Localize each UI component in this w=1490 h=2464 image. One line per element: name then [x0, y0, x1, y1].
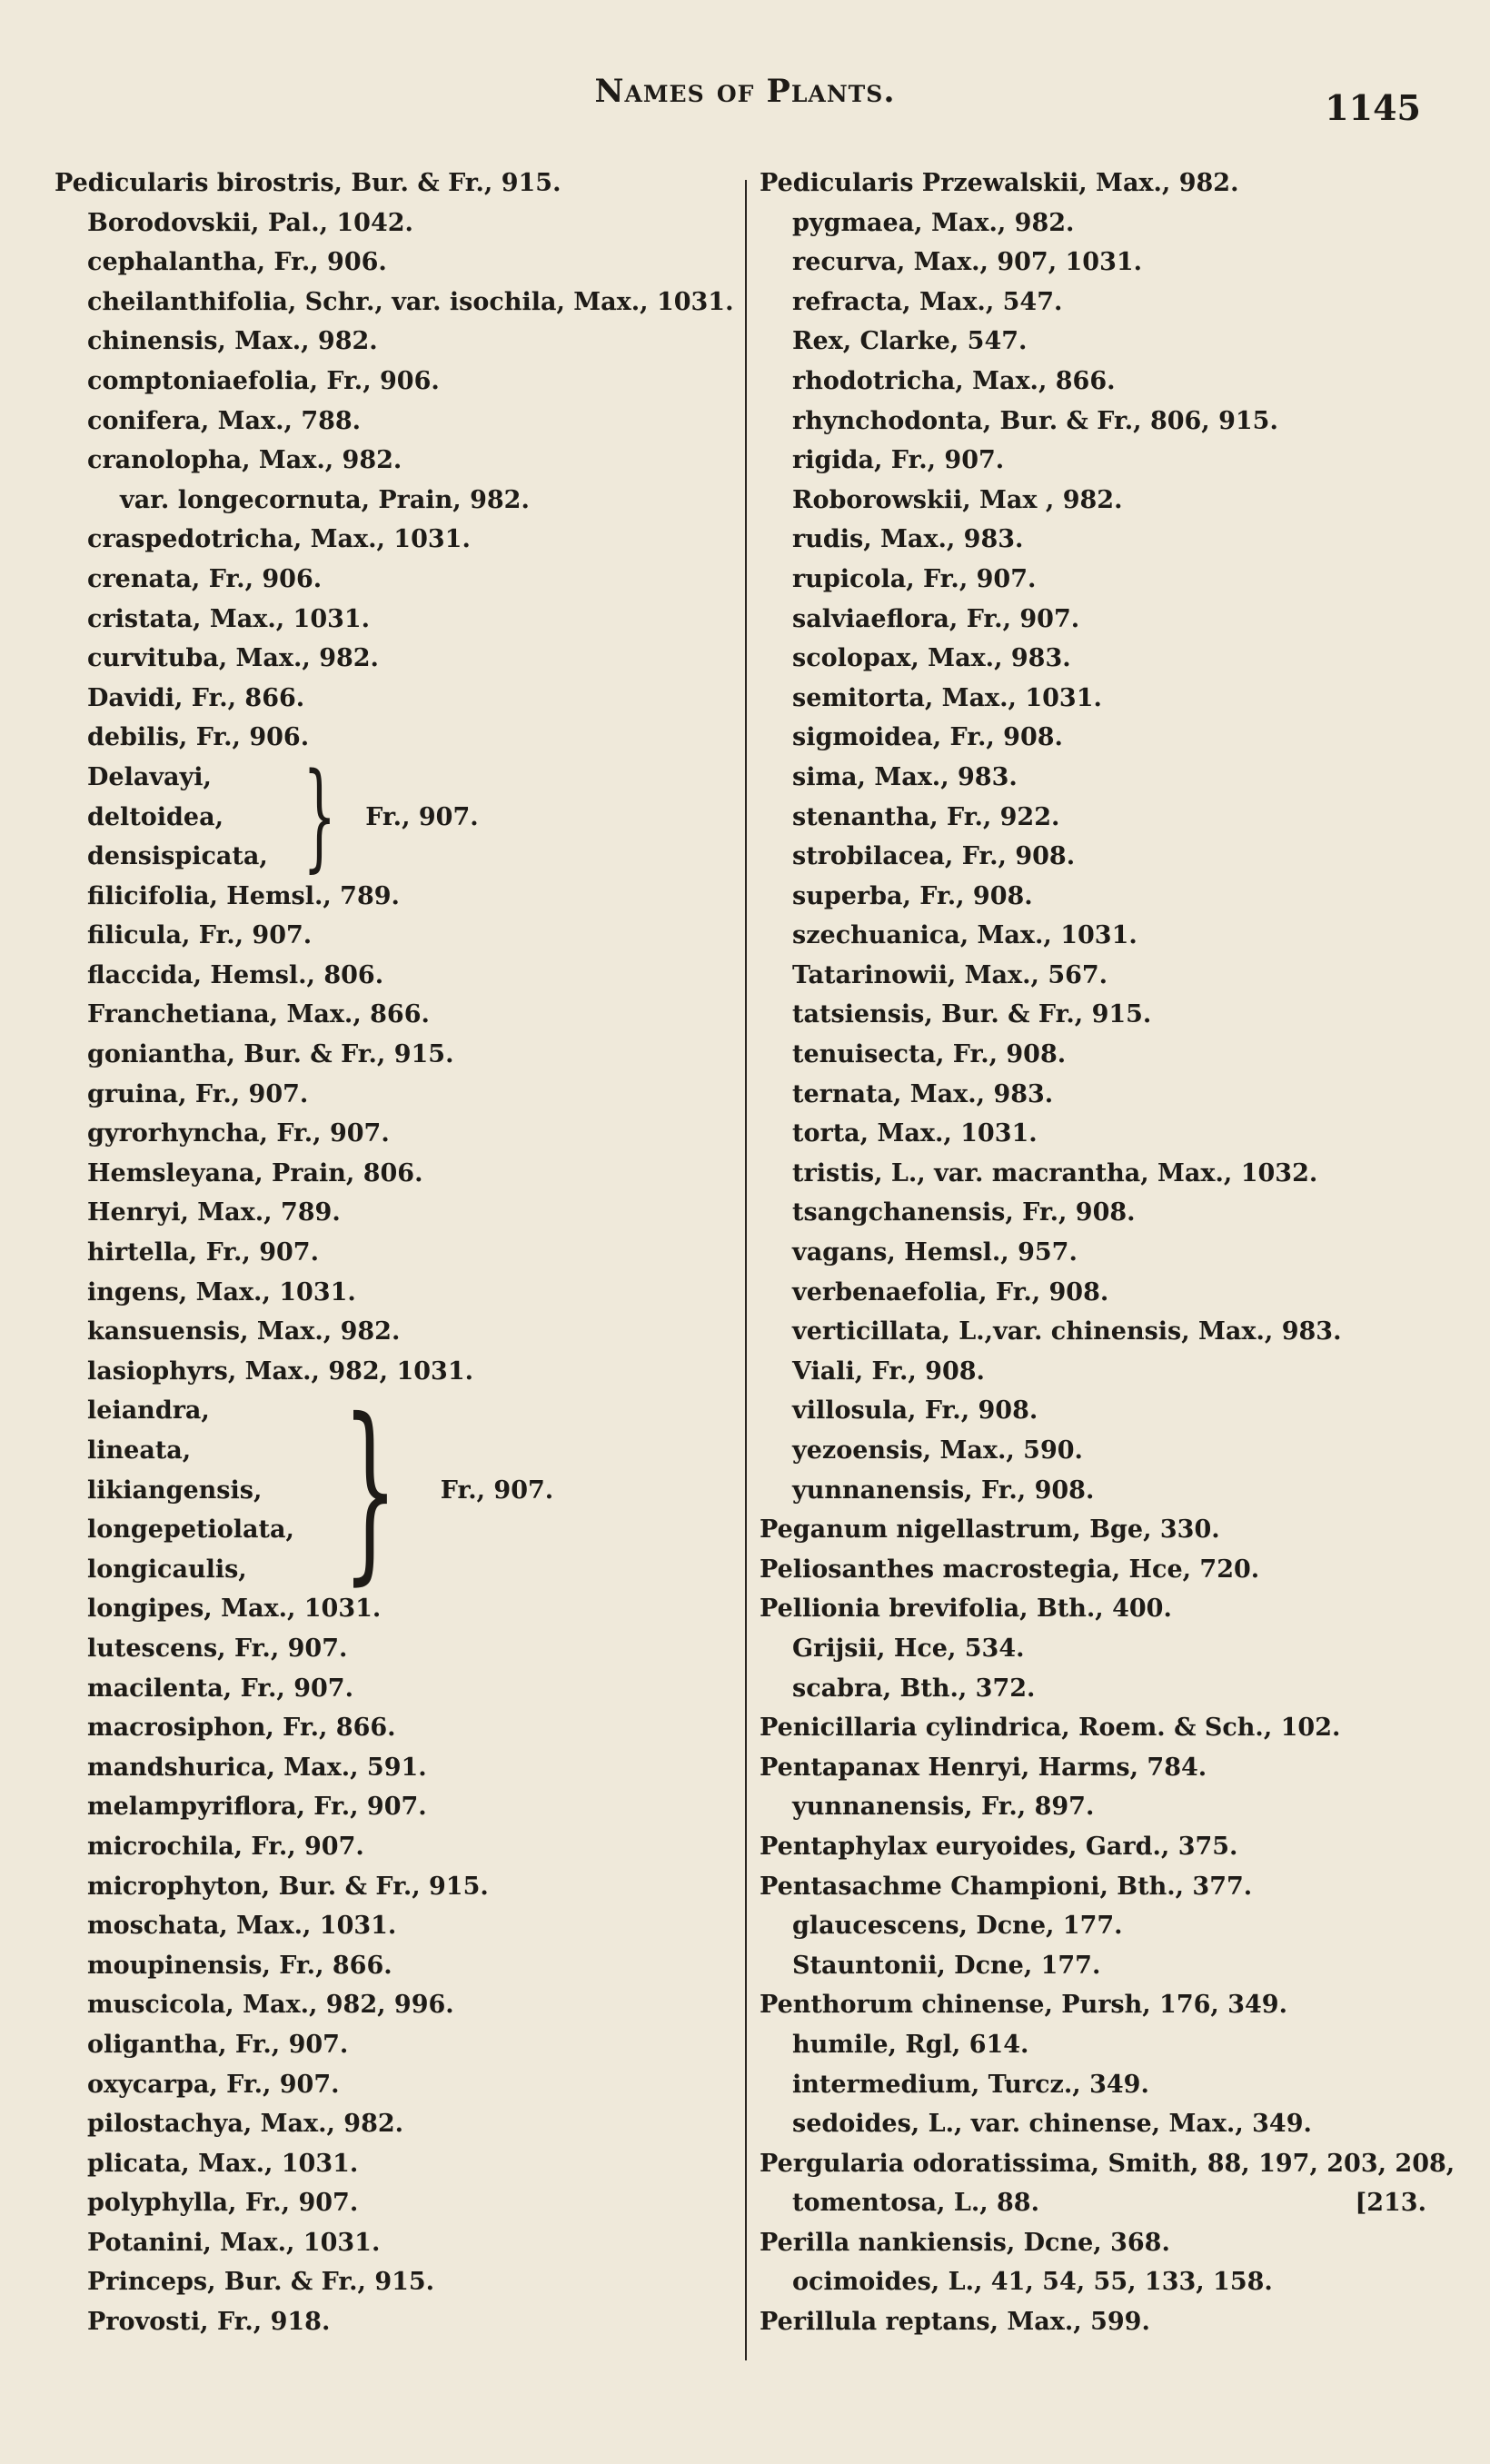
- entry-text: Perillula reptans, Max., 599.: [760, 2308, 1150, 2337]
- entry-text: gruina, Fr., 907.: [87, 1079, 309, 1108]
- page-number: 1145: [1325, 87, 1421, 128]
- index-entry-genus: [760, 1985, 1432, 2025]
- index-entry: [55, 2025, 736, 2065]
- entry-text: longipes, Max., 1031.: [87, 1595, 382, 1624]
- index-entry: [760, 1075, 1432, 1115]
- index-entry: [55, 520, 736, 560]
- entry-text: rigida, Fr., 907.: [792, 446, 1005, 475]
- entry-text: cephalantha, Fr., 906.: [87, 248, 387, 277]
- entry-text: tsangchanensis, Fr., 908.: [792, 1198, 1136, 1227]
- index-entry: [760, 2183, 1432, 2223]
- entry-text: Hemsleyana, Prain, 806.: [87, 1158, 423, 1187]
- curly-brace-icon: }: [303, 749, 336, 885]
- index-entry: [760, 758, 1432, 798]
- entry-text: szechuanica, Max., 1031.: [792, 921, 1137, 950]
- entry-text: vagans, Hemsl., 957.: [792, 1238, 1078, 1267]
- group-reference: Fr., 907.: [440, 1475, 554, 1505]
- entry-text: Pentaphylax euryoides, Gard., 375.: [760, 1832, 1238, 1861]
- entry-text: hirtella, Fr., 907.: [87, 1238, 319, 1267]
- entry-text: muscicola, Max., 982, 996.: [87, 1991, 454, 2020]
- entry-text: lutescens, Fr., 907.: [87, 1634, 348, 1663]
- entry-text: gyrorhyncha, Fr., 907.: [87, 1119, 390, 1148]
- entry-text: ingens, Max., 1031.: [87, 1277, 356, 1307]
- index-entry: [55, 1589, 736, 1629]
- entry-text: macilenta, Fr., 907.: [87, 1674, 353, 1703]
- entry-text: pilostachya, Max., 982.: [87, 2110, 404, 2139]
- entry-text: chinensis, Max., 982.: [87, 327, 378, 356]
- index-entry: deltoidea,: [87, 802, 224, 831]
- index-entry: [55, 1114, 736, 1154]
- index-entry: [55, 1867, 736, 1907]
- index-entry: [760, 1946, 1432, 1986]
- entry-text: verbenaefolia, Fr., 908.: [792, 1277, 1109, 1307]
- index-entry: leiandra,: [87, 1396, 210, 1426]
- entry-text: tenuisecta, Fr., 908.: [792, 1040, 1067, 1069]
- index-entry-genus: [55, 164, 736, 204]
- entry-text: Borodovskii, Pal., 1042.: [87, 208, 413, 237]
- index-entry: [55, 718, 736, 758]
- entry-text: Pergularia odoratissima, Smith, 88, 197, 203, 208,: [760, 2149, 1455, 2178]
- entry-text: Pentapanax Henryi, Harms, 784.: [760, 1753, 1207, 1782]
- index-entry: [760, 1471, 1432, 1511]
- index-entry: [760, 2025, 1432, 2065]
- entry-text: Pentasachme Championi, Bth., 377.: [760, 1872, 1253, 1901]
- index-entry: [760, 283, 1432, 323]
- entry-text: mandshurica, Max., 591.: [87, 1753, 427, 1782]
- index-entry: lineata,: [87, 1436, 192, 1465]
- entry-text: tristis, L., var. macrantha, Max., 1032.: [792, 1158, 1318, 1187]
- index-entry: [55, 1669, 736, 1709]
- entry-text: craspedotricha, Max., 1031.: [87, 525, 471, 554]
- index-entry: [55, 1787, 736, 1827]
- entry-text: rupicola, Fr., 907.: [792, 564, 1037, 593]
- index-entry: [760, 1787, 1432, 1827]
- index-entry: [55, 1312, 736, 1352]
- index-entry: [760, 798, 1432, 838]
- entry-text: yezoensis, Max., 590.: [792, 1436, 1083, 1465]
- index-entry: [55, 243, 736, 283]
- index-entry: [760, 1431, 1432, 1471]
- index-entry: [760, 877, 1432, 917]
- entry-text: semitorta, Max., 1031.: [792, 683, 1102, 712]
- entry-text: comptoniaefolia, Fr., 906.: [87, 366, 440, 395]
- entry-text: strobilacea, Fr., 908.: [792, 842, 1076, 871]
- entry-text: moschata, Max., 1031.: [87, 1912, 397, 1941]
- index-entry: [760, 1114, 1432, 1154]
- entry-text: salviaeflora, Fr., 907.: [792, 604, 1080, 633]
- index-entry: [55, 2144, 736, 2184]
- right-column: [760, 164, 1455, 2342]
- index-entry: [55, 1154, 736, 1194]
- entry-text: pygmaea, Max., 982.: [792, 208, 1075, 237]
- index-entry: [760, 1193, 1432, 1233]
- entry-text: goniantha, Bur. & Fr., 915.: [87, 1040, 454, 1069]
- entry-text: oligantha, Fr., 907.: [87, 2030, 349, 2059]
- entry-text: Penicillaria cylindrica, Roem. & Sch., 102.: [760, 1714, 1341, 1743]
- index-entry: [760, 1669, 1432, 1709]
- index-entry: [55, 2223, 736, 2263]
- bracket-group: [55, 749, 736, 885]
- entry-text: stenantha, Fr., 922.: [792, 802, 1060, 831]
- entry-text: moupinensis, Fr., 866.: [87, 1951, 392, 1980]
- index-entry: [760, 1233, 1432, 1273]
- index-entry: [55, 560, 736, 600]
- index-entry: [55, 995, 736, 1035]
- entry-text: microphyton, Bur. & Fr., 915.: [87, 1872, 489, 1901]
- index-entry: likiangensis,: [87, 1475, 263, 1505]
- index-entry: [55, 1629, 736, 1669]
- index-entry: [760, 600, 1432, 640]
- entry-text: tatsiensis, Bur. & Fr., 915.: [792, 1000, 1152, 1029]
- entry-text: rhodotricha, Max., 866.: [792, 366, 1116, 395]
- entry-text: rudis, Max., 983.: [792, 525, 1024, 554]
- entry-text: sedoides, L., var. chinense, Max., 349.: [792, 2110, 1312, 2139]
- index-entry: [760, 481, 1432, 521]
- index-entry: [55, 1075, 736, 1115]
- left-column: [55, 164, 736, 2342]
- index-entry: [760, 204, 1432, 243]
- index-entry: [55, 1035, 736, 1075]
- index-entry: [760, 1154, 1432, 1194]
- entry-text: sima, Max., 983.: [792, 762, 1018, 791]
- index-entry: [760, 243, 1432, 283]
- entry-text: Rex, Clarke, 547.: [792, 327, 1028, 356]
- index-entry-genus: [760, 1867, 1432, 1907]
- entry-text: oxycarpa, Fr., 907.: [87, 2070, 340, 2099]
- index-entry: [760, 956, 1432, 996]
- entry-text: conifera, Max., 788.: [87, 406, 362, 435]
- entry-text: microchila, Fr., 907.: [87, 1832, 364, 1861]
- entry-text: villosula, Fr., 908.: [792, 1396, 1038, 1426]
- running-title: Names of Plants.: [594, 73, 896, 110]
- index-entry-genus: [760, 1550, 1432, 1590]
- entry-text: Princeps, Bur. & Fr., 915.: [87, 2268, 435, 2297]
- index-entry: [760, 1906, 1432, 1946]
- entry-text: polyphylla, Fr., 907.: [87, 2189, 359, 2218]
- entry-text: yunnanensis, Fr., 897.: [792, 1793, 1095, 1822]
- index-entry: [55, 481, 736, 521]
- index-entry: [760, 1391, 1432, 1431]
- entry-text: Potanini, Max., 1031.: [87, 2228, 381, 2257]
- curly-brace-icon: }: [342, 1377, 398, 1603]
- index-entry: [760, 1035, 1432, 1075]
- index-entry: [55, 2262, 736, 2302]
- continuation-marker: [213.: [1355, 2189, 1426, 2218]
- index-entry: [760, 679, 1432, 719]
- index-entry: [55, 916, 736, 956]
- index-entry-genus: [760, 1708, 1432, 1748]
- index-entry: [55, 1827, 736, 1867]
- index-entry-genus: [760, 1748, 1432, 1788]
- entry-text: tomentosa, L., 88.: [792, 2189, 1039, 2218]
- index-entry: [55, 1946, 736, 1986]
- entry-text: Henryi, Max., 789.: [87, 1198, 341, 1227]
- index-entry-genus: [760, 2144, 1455, 2184]
- index-entry: [760, 2104, 1432, 2144]
- entry-text: rhynchodonta, Bur. & Fr., 806, 915.: [792, 406, 1278, 435]
- entry-text: macrosiphon, Fr., 866.: [87, 1714, 396, 1743]
- entry-text: Tatarinowii, Max., 567.: [792, 960, 1108, 989]
- index-entry: [55, 322, 736, 362]
- entry-text: Davidi, Fr., 866.: [87, 683, 305, 712]
- index-entry: [55, 2183, 736, 2223]
- index-entry: [760, 639, 1432, 679]
- index-entry: [760, 2065, 1432, 2105]
- entry-text: curvituba, Max., 982.: [87, 644, 379, 673]
- index-entry: [55, 1906, 736, 1946]
- entry-text: Provosti, Fr., 918.: [87, 2308, 331, 2337]
- entry-text: cranolopha, Max., 982.: [87, 446, 402, 475]
- entry-text: torta, Max., 1031.: [792, 1119, 1038, 1148]
- entry-text: Pedicularis birostris, Bur. & Fr., 915.: [55, 169, 561, 197]
- index-entry: [55, 283, 736, 323]
- index-entry: [55, 1193, 736, 1233]
- index-entry: [55, 1708, 736, 1748]
- index-entry: [760, 995, 1432, 1035]
- index-entry: [760, 362, 1432, 402]
- index-entry: [760, 520, 1432, 560]
- entry-text: humile, Rgl, 614.: [792, 2030, 1029, 2059]
- index-entry: [760, 441, 1432, 481]
- index-entry: [760, 916, 1432, 956]
- entry-text: melampyriflora, Fr., 907.: [87, 1793, 427, 1822]
- entry-text: debilis, Fr., 906.: [87, 723, 310, 752]
- index-entry: [760, 1312, 1432, 1352]
- index-entry: longicaulis,: [87, 1555, 247, 1584]
- index-entry: [760, 837, 1432, 877]
- index-entry: [55, 362, 736, 402]
- entry-text: Perilla nankiensis, Dcne, 368.: [760, 2228, 1170, 2257]
- entry-text: Peganum nigellastrum, Bge, 330.: [760, 1515, 1220, 1545]
- entry-text: Viali, Fr., 908.: [792, 1356, 985, 1386]
- index-entry-genus: [760, 2302, 1432, 2342]
- column-divider: [745, 180, 747, 2360]
- entry-text: ternata, Max., 983.: [792, 1079, 1054, 1108]
- bracket-group: [55, 1377, 736, 1603]
- entry-text: cheilanthifolia, Schr., var. isochila, Max., 1031.: [87, 287, 734, 316]
- index-entry: [55, 600, 736, 640]
- entry-text: Grijsii, Hce, 534.: [792, 1634, 1025, 1663]
- entry-text: intermedium, Turcz., 349.: [792, 2070, 1149, 2099]
- entry-text: Franchetiana, Max., 866.: [87, 1000, 430, 1029]
- entry-text: refracta, Max., 547.: [792, 287, 1063, 316]
- entry-text: Penthorum chinense, Pursh, 176, 349.: [760, 1991, 1287, 2020]
- index-entry: [760, 2262, 1432, 2302]
- index-entry: [55, 877, 736, 917]
- entry-text: Roborowskii, Max , 982.: [792, 485, 1123, 514]
- index-entry: longepetiolata,: [87, 1515, 294, 1545]
- index-entry: [760, 718, 1432, 758]
- index-entry: [760, 322, 1432, 362]
- entry-text: Peliosanthes macrostegia, Hce, 720.: [760, 1555, 1260, 1584]
- index-entry: [55, 2302, 736, 2342]
- index-entry: Delavayi,: [87, 762, 212, 791]
- entry-text: yunnanensis, Fr., 908.: [792, 1475, 1095, 1505]
- entry-text: ocimoides, L., 41, 54, 55, 133, 158.: [792, 2268, 1273, 2297]
- index-entry: [55, 1273, 736, 1313]
- index-entry: [55, 441, 736, 481]
- entry-text: scabra, Bth., 372.: [792, 1674, 1036, 1703]
- index-entry-genus: [760, 1589, 1432, 1629]
- entry-text: cristata, Max., 1031.: [87, 604, 371, 633]
- index-entry: [760, 1629, 1432, 1669]
- entry-text: Stauntonii, Dcne, 177.: [792, 1951, 1101, 1980]
- group-reference: Fr., 907.: [365, 802, 479, 831]
- entry-text: sigmoidea, Fr., 908.: [792, 723, 1063, 752]
- index-entry: densispicata,: [87, 842, 268, 871]
- entry-text: crenata, Fr., 906.: [87, 564, 323, 593]
- index-entry: [55, 2065, 736, 2105]
- index-entry: [55, 1748, 736, 1788]
- index-entry: [55, 2104, 736, 2144]
- index-entry-genus: [760, 164, 1432, 204]
- entry-text: Pellionia brevifolia, Bth., 400.: [760, 1595, 1172, 1624]
- index-entry: [760, 1352, 1432, 1392]
- entry-text: recurva, Max., 907, 1031.: [792, 248, 1143, 277]
- entry-text: lasiophyrs, Max., 982, 1031.: [87, 1356, 474, 1386]
- entry-text: verticillata, L.,var. chinensis, Max., 983.: [792, 1317, 1342, 1346]
- entry-text: glaucescens, Dcne, 177.: [792, 1912, 1123, 1941]
- entry-text: flaccida, Hemsl., 806.: [87, 960, 384, 989]
- index-entry: [55, 204, 736, 243]
- index-entry: [55, 956, 736, 996]
- index-entry-genus: [760, 2223, 1432, 2263]
- index-entry: [55, 639, 736, 679]
- index-entry: [55, 679, 736, 719]
- index-entry: [55, 1233, 736, 1273]
- entry-text: filicifolia, Hemsl., 789.: [87, 881, 400, 910]
- index-entry: [760, 1273, 1432, 1313]
- entry-text: superba, Fr., 908.: [792, 881, 1033, 910]
- entry-text: scolopax, Max., 983.: [792, 644, 1071, 673]
- entry-text: kansuensis, Max., 982.: [87, 1317, 401, 1346]
- index-entry-genus: [760, 1827, 1432, 1867]
- index-entry: [55, 402, 736, 442]
- index-entry: [760, 402, 1432, 442]
- index-entry-genus: [760, 1510, 1432, 1550]
- index-entry: [760, 560, 1432, 600]
- entry-text: var. longecornuta, Prain, 982.: [120, 485, 530, 514]
- entry-text: filicula, Fr., 907.: [87, 921, 313, 950]
- entry-text: Pedicularis Przewalskii, Max., 982.: [760, 169, 1239, 197]
- entry-text: plicata, Max., 1031.: [87, 2149, 359, 2178]
- index-entry: [55, 1985, 736, 2025]
